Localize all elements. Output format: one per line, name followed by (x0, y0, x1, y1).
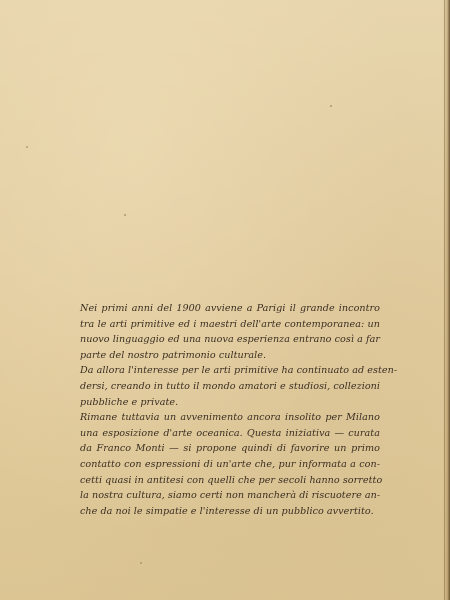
text-line: contatto con espressioni di un'arte che, pur informata a con- (80, 458, 380, 470)
text-line: la nostra cultura, siamo certi non mancherà di riscuotere an- (80, 490, 381, 502)
text-line: cetti quasi in antitesi con quelli che per secoli hanno sorretto (80, 474, 383, 486)
text-line: tra le arti primitive ed i maestri dell'arte contemporanea: un (80, 318, 380, 330)
body-paragraph (80, 301, 398, 519)
text-line: nuovo linguaggio ed una nuova esperienza entrano così a far (80, 334, 380, 346)
text-line: una esposizione d'arte oceanica. Questa iniziativa — curata (80, 427, 380, 439)
paper-speck (140, 562, 142, 564)
paper-speck (330, 105, 332, 107)
text-line: Rimane tuttavia un avvenimento ancora insolito per Milano (80, 412, 380, 424)
paper-speck (124, 214, 126, 216)
text-line: che da noi le simpatie e l'interesse di un pubblico avvertito. (80, 505, 374, 517)
text-line: Da allora l'interesse per le arti primitive ha continuato ad esten- (80, 365, 398, 377)
text-line: dersi, creando in tutto il mondo amatori e studiosi, collezioni (80, 380, 380, 392)
text-line: Nei primi anni del 1900 avviene a Parigi il grande incontro (80, 303, 380, 314)
text-line: pubbliche e private. (80, 396, 179, 408)
text-line: parte del nostro patrimonio culturale. (80, 349, 267, 361)
page-edge-line (444, 0, 445, 600)
text-line: da Franco Monti — si propone quindi di favorire un primo (80, 443, 380, 455)
paper-speck (26, 146, 28, 148)
